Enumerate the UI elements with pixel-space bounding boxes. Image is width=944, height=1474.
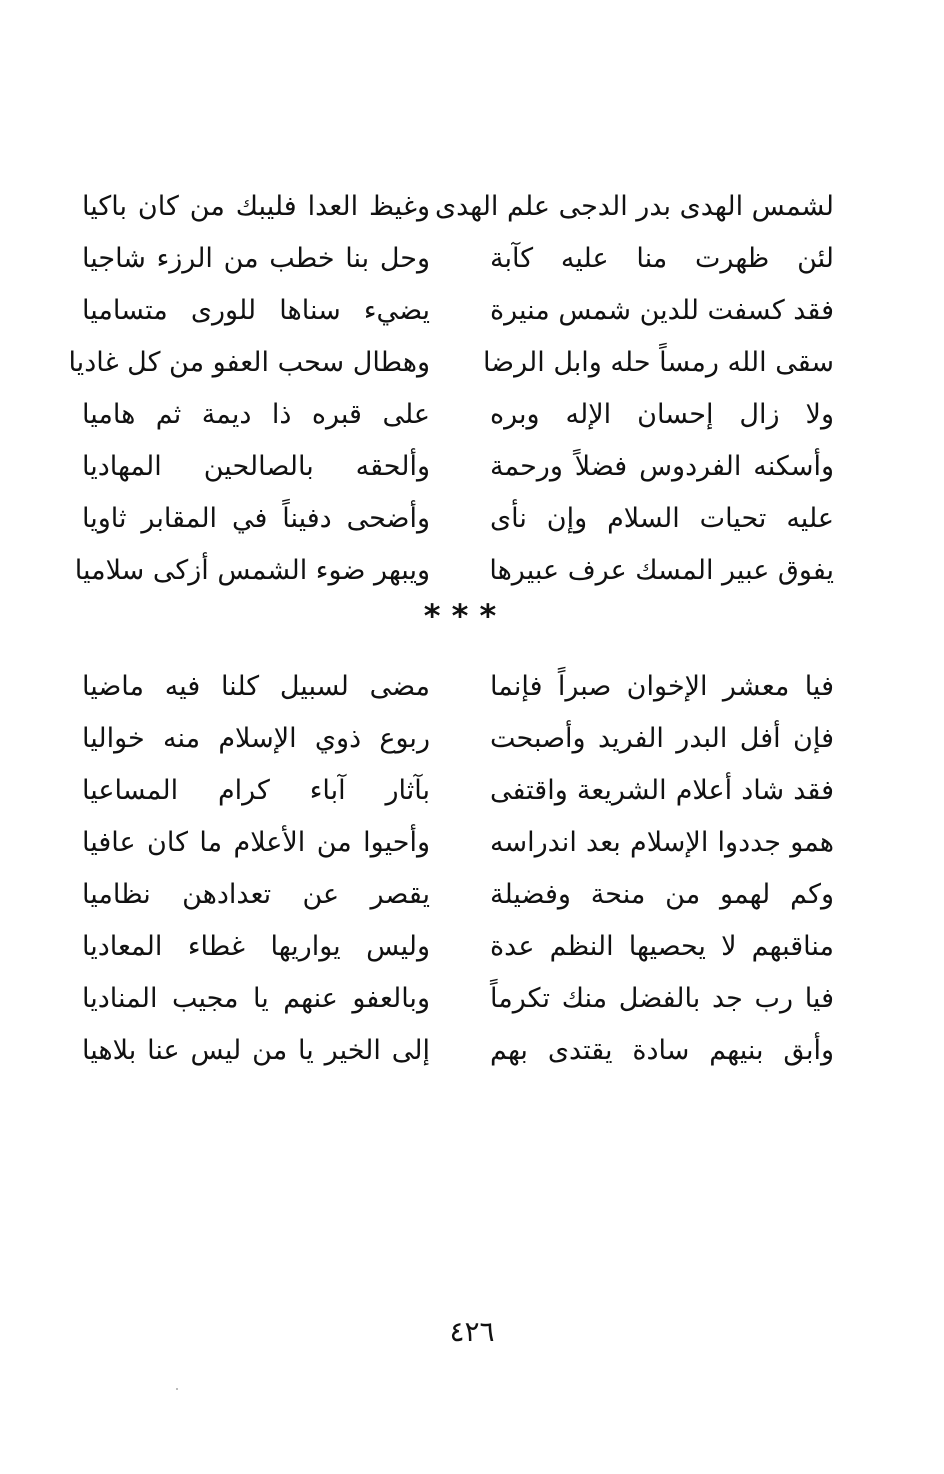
verse: [0, 660, 944, 714]
verse: [0, 180, 944, 234]
verse: [0, 284, 944, 338]
first-hemistich: ولا زال إحسان الإله وبره: [490, 399, 834, 430]
verse: [0, 816, 944, 870]
second-hemistich: ويبهر ضوء الشمس أزكى سلاميا: [74, 555, 430, 586]
verse: [0, 712, 944, 766]
verse: [0, 920, 944, 974]
second-hemistich: وليس يواريها غطاء المعاديا: [82, 931, 430, 962]
second-hemistich: مضى لسبيل كلنا فيه ماضيا: [82, 671, 430, 702]
first-hemistich: وأبق بنيهم سادة يقتدى بهم: [490, 1035, 834, 1066]
verse: [0, 440, 944, 494]
first-hemistich: فإن أفل البدر الفريد وأصبحت: [490, 723, 834, 754]
section-separator: * * *: [423, 597, 497, 635]
first-hemistich: مناقبهم لا يحصيها النظم عدة: [490, 931, 834, 962]
verse: [0, 232, 944, 286]
second-hemistich: وحل بنا خطب من الرزء شاجيا: [82, 243, 430, 274]
first-hemistich: سقى الله رمساً حله وابل الرضا: [482, 347, 834, 378]
first-hemistich: فيا رب جد بالفضل منك تكرماً: [490, 983, 834, 1014]
first-hemistich: لئن ظهرت منا عليه كآبة: [490, 243, 834, 274]
verse: [0, 764, 944, 818]
verse: [0, 544, 944, 598]
first-hemistich: عليه تحيات السلام وإن نأى: [490, 503, 834, 534]
scan-speck: [176, 1388, 178, 1390]
second-hemistich: وأضحى دفيناً في المقابر ثاويا: [82, 503, 430, 534]
second-hemistich: على قبره ذا ديمة ثم هاميا: [82, 399, 430, 430]
second-hemistich: وأحيوا من الأعلام ما كان عافيا: [82, 827, 430, 858]
verse: [0, 388, 944, 442]
second-hemistich: يقصر عن تعدادهن نظاميا: [82, 879, 430, 910]
second-hemistich: إلى الخير يا من ليس عنا بلاهيا: [82, 1035, 430, 1066]
first-hemistich: همو جددوا الإسلام بعد اندراسه: [490, 827, 834, 858]
second-hemistich: وألحقه بالصالحين المهاديا: [82, 451, 430, 482]
second-hemistich: بآثار آباء كرام المساعيا: [82, 775, 430, 806]
first-hemistich: وأسكنه الفردوس فضلاً ورحمة: [490, 451, 834, 482]
first-hemistich: فقد كسفت للدين شمس منيرة: [489, 295, 834, 326]
verse: [0, 336, 944, 390]
verse: [0, 972, 944, 1026]
second-hemistich: يضيء سناها للورى متساميا: [82, 295, 430, 326]
first-hemistich: يفوق عبير المسك عرف عبيرها: [489, 555, 834, 586]
second-hemistich: وهطال سحب العفو من كل غاديا: [68, 347, 430, 378]
first-hemistich: وكم لهمو من منحة وفضيلة: [490, 879, 834, 910]
page-number: ٤٢٦: [449, 1315, 495, 1348]
second-hemistich: وغيظ العدا فليبك من كان باكيا: [82, 191, 430, 222]
verse: [0, 868, 944, 922]
verse: [0, 1024, 944, 1078]
second-hemistich: وبالعفو عنهم يا مجيب المناديا: [82, 983, 430, 1014]
second-hemistich: ربوع ذوي الإسلام منه خواليا: [82, 723, 430, 754]
first-hemistich: فيا معشر الإخوان صبراً فإنما: [490, 671, 834, 702]
first-hemistich: فقد شاد أعلام الشريعة واقتفى: [490, 775, 834, 806]
first-hemistich: لشمس الهدى بدر الدجى علم الهدى: [434, 191, 834, 222]
verse: [0, 492, 944, 546]
